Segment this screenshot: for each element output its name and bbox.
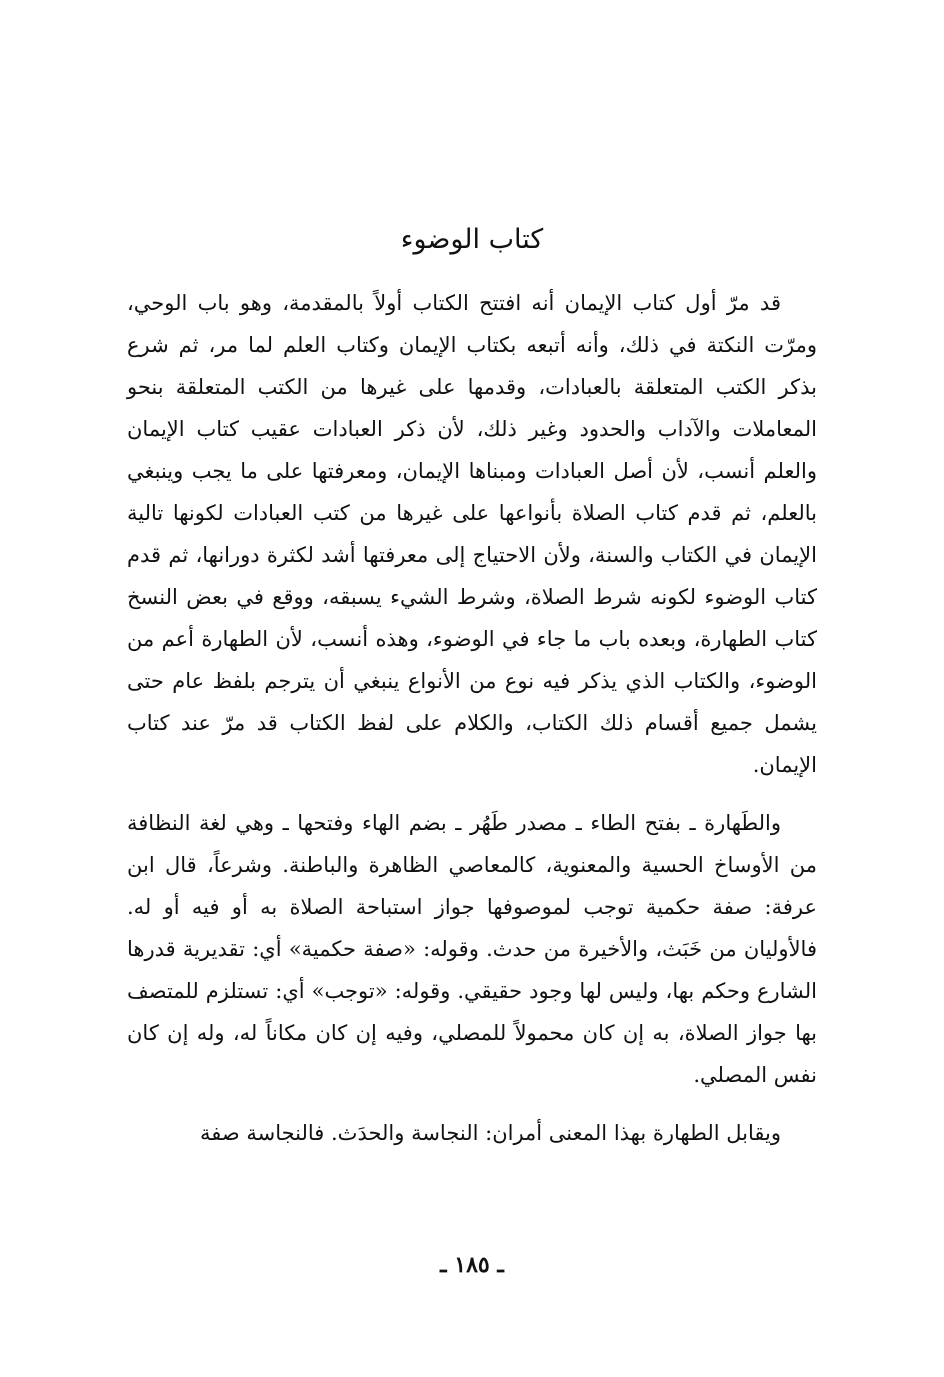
body-text: [127, 282, 817, 1154]
paragraph-intro: قد مرّ أول كتاب الإيمان أنه افتتح الكتاب أولاً بالمقدمة، وهو باب الوحي، ومرّت النكتة في ذلك، وأنه أتبعه بكتاب الإيمان وكتاب العلم لما مر، ثم شرع بذكر الكتب المتعلقة بالعبادات، وقدمها على غيرها من الكتب المتعلقة بنحو المعاملات والآداب والحدود وغير ذلك، لأن ذكر العبادات عقيب كتاب الإيمان والعلم أنسب، لأن أصل العبادات ومبناها الإيمان، ومعرفتها على ما يجب وينبغي بالعلم، ثم قدم كتاب الصلاة بأنواعها على غيرها من كتب العبادات لكونها تالية الإيمان في الكتاب والسنة، ولأن الاحتياج إلى معرفتها أشد لكثرة دورانها، ثم قدم كتاب الوضوء لكونه شرط الصلاة، وشرط الشيء يسبقه، ووقع في بعض النسخ كتاب الطهارة، وبعده باب ما جاء في الوضوء، وهذه أنسب، لأن الطهارة أعم من الوضوء، والكتاب الذي يذكر فيه نوع من الأنواع ينبغي أن يترجم بلفظ عام حتى يشمل جميع أقسام ذلك الكتاب، والكلام على لفظ الكتاب قد مرّ عند كتاب الإيمان.: [127, 291, 817, 777]
paragraph-continuation: ويقابل الطهارة بهذا المعنى أمران: النجاسة والحدَث. فالنجاسة صفة: [199, 1121, 781, 1145]
paragraph-definition: والطَهارة ـ بفتح الطاء ـ مصدر طَهُر ـ بضم الهاء وفتحها ـ وهي لغة النظافة من الأوساخ الحسية والمعنوية، كالمعاصي الظاهرة والباطنة. وشرعاً، قال ابن عرفة: صفة حكمية توجب لموصوفها جواز استباحة الصلاة به أو فيه أو له. فالأوليان من خَبَث، والأخيرة من حدث. وقوله: «صفة حكمية» أي: تقديرية قدرها الشارع وحكم بها، وليس لها وجود حقيقي. وقوله: «توجب» أي: تستلزم للمتصف بها جواز الصلاة، به إن كان محمولاً للمصلي، وفيه إن كان مكاناً له، وله إن كان نفس المصلي.: [127, 811, 817, 1087]
chapter-title: كتاب الوضوء: [400, 224, 544, 255]
page-number: ـ ١٨٥ ـ: [440, 1252, 504, 1278]
